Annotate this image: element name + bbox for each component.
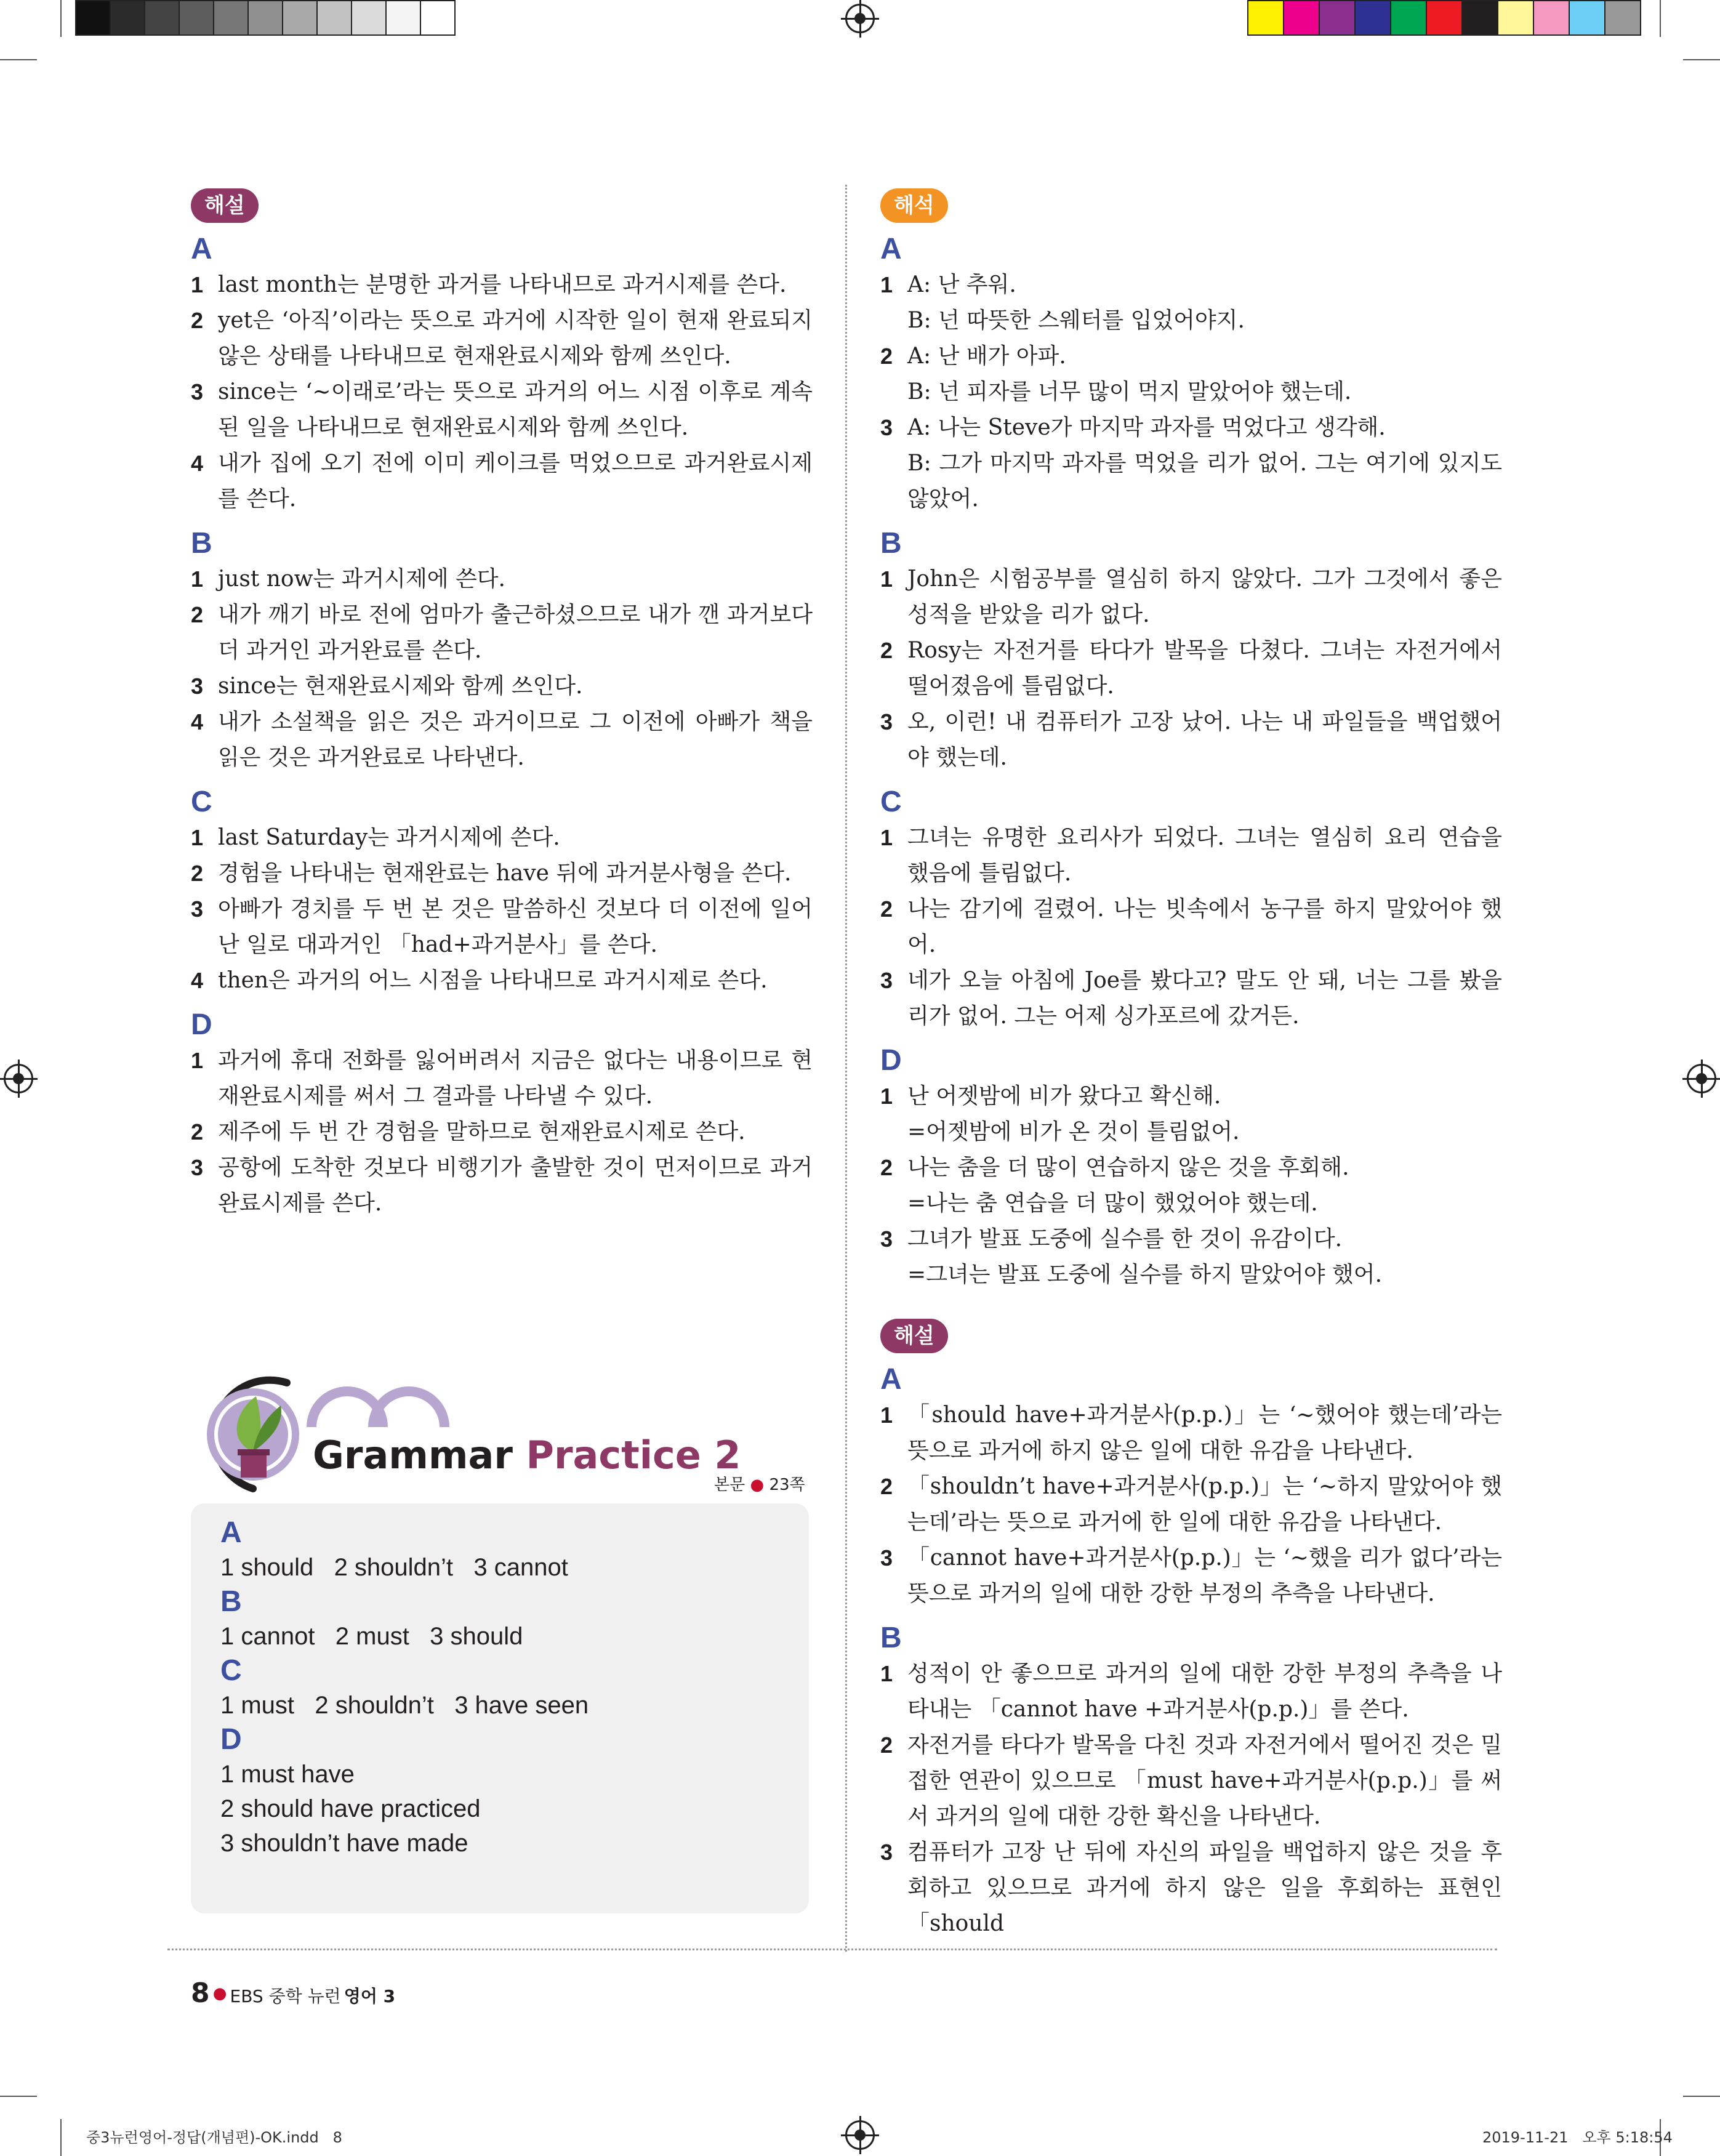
bullet-icon: ● [750,1476,765,1494]
item-number: 2 [191,861,204,886]
book-title-prefix: EBS 중학 뉴런 [230,1986,341,2006]
slug-file-name: 중3뉴런영어-정답(개념편)-OK.indd 8 [86,2129,342,2146]
item-text: 「cannot have+과거분사(p.p.)」는 ‘~했을 리가 없다’라는 뜻으로 과거의 일에 대한 강한 부정의 추측을 나타낸다. [907,1545,1502,1606]
list-item [191,704,813,776]
gray-swatch [420,0,456,36]
item-text: 자전거를 타다가 발목을 다친 것과 자전거에서 떨어진 것은 밀접한 연관이 있으므로 「must have+과거분사(p.p.)」를 써서 과거의 일에 대한 강한 확신을 나타낸다. [907,1732,1502,1829]
item-number: 1 [191,825,204,850]
item-number: 3 [191,674,204,699]
title-practice: Practice 2 [526,1433,741,1478]
crop-mark [1660,0,1661,37]
list-item [880,963,1502,1034]
list-item [191,597,813,669]
list-item [880,1469,1502,1540]
item-number: 3 [191,1155,204,1180]
left-sections [191,231,813,1221]
gray-swatch [144,0,180,36]
section-letter: C [880,786,902,818]
registration-mark-icon [845,2120,875,2150]
item-number: 2 [880,1155,893,1180]
crop-mark [60,0,62,37]
item-text: 경험을 나타내는 현재완료는 have 뒤에 과거분사형을 쓴다. [218,861,792,886]
left-column [191,188,813,1221]
answer-section-letter: A [220,1516,242,1549]
color-swatch [1569,0,1605,36]
gray-swatch [316,0,352,36]
item-text: 과거에 휴대 전화를 잃어버려서 지금은 없다는 내용이므로 현재완료시제를 써서 그 결과를 나타낼 수 있다. [218,1048,813,1109]
item-line: =나는 춤 연습을 더 많이 했었어야 했는데. [907,1191,1318,1216]
list-item [880,1728,1502,1835]
section-letter: B [191,527,212,560]
gray-swatch [110,0,145,36]
page-footer [191,1977,395,2009]
footer-divider [167,1949,1497,1950]
item-number: 1 [880,272,893,297]
item-text: since는 ‘~이래로’라는 뜻으로 과거의 어느 시점 이후로 계속된 일을 나타내므로 현재완료시제와 함께 쓰인다. [218,379,813,440]
crop-mark [0,59,37,60]
item-number: 3 [191,896,204,922]
item-line: B: 그가 마지막 과자를 먹었을 리가 없어. 그는 여기에 있지도 않았어. [907,451,1502,512]
item-number: 1 [191,566,204,592]
explanation-label: 해설 [880,1319,948,1353]
item-text: last Saturday는 과거시제에 쓴다. [218,825,560,850]
item-text: just now는 과거시제에 쓴다. [218,566,505,592]
item-number: 2 [191,308,204,333]
item-number: 1 [880,825,893,850]
list-item [191,1150,813,1221]
item-number: 1 [880,1661,893,1686]
item-line: A: 나는 Steve가 마지막 과자를 먹었다고 생각해. [907,415,1386,440]
item-number: 3 [880,709,893,734]
color-swatch [1461,0,1498,36]
list-item [191,856,813,891]
item-text: 컴퓨터가 고장 난 뒤에 자신의 파일을 백업하지 않은 것을 후회하고 있으므로 과거에 하지 않은 일을 후회하는 표현인 「should [907,1840,1502,1936]
list-item [880,1150,1502,1221]
color-swatch [1390,0,1427,36]
page-number: 8 [191,1977,210,2009]
answer-line: 3 shouldn’t have made [220,1830,468,1857]
item-number: 2 [191,1119,204,1144]
item-number: 1 [191,1048,204,1073]
section-letter: A [880,233,902,265]
page-reference-value: 23쪽 [769,1476,805,1494]
list-item [880,339,1502,410]
item-line: =어젯밤에 비가 온 것이 틀림없어. [907,1119,1240,1144]
list-item [880,1079,1502,1150]
section-letter: B [880,527,902,560]
item-line: =그녀는 발표 도중에 실수를 하지 말았어야 했어. [907,1262,1383,1287]
slug-datetime: 2019-11-21 오후 5:18:54 [1482,2129,1673,2146]
translation-label: 해석 [880,188,948,223]
item-number: 1 [191,272,204,297]
color-swatch [1426,0,1463,36]
registration-mark-icon [1687,1064,1716,1093]
item-text: 성적이 안 좋으므로 과거의 일에 대한 강한 부정의 추측을 나타내는 「cannot have +과거분사(p.p.)」를 쓴다. [907,1661,1502,1722]
item-line: B: 넌 따뜻한 스웨터를 입었어야지. [907,308,1245,333]
list-item [880,1398,1502,1469]
list-item [191,1043,813,1114]
item-line: 나는 감기에 걸렸어. 나는 빗속에서 농구를 하지 말았어야 했어. [907,896,1502,957]
item-number: 2 [880,638,893,663]
item-text: 제주에 두 번 간 경험을 말하므로 현재완료시제로 쓴다. [218,1119,745,1144]
gray-swatch [351,0,387,36]
item-number: 2 [880,1474,893,1499]
item-line: 나는 춤을 더 많이 연습하지 않은 것을 후회해. [907,1155,1349,1180]
item-number: 2 [880,896,893,922]
color-swatch [1319,0,1356,36]
item-text: since는 현재완료시제와 함께 쓰인다. [218,674,583,699]
list-item [880,1540,1502,1612]
gray-swatch [213,0,249,36]
list-item [191,669,813,704]
answer-line: 1 cannot 2 must 3 should [220,1623,523,1650]
item-number: 1 [880,1084,893,1109]
list-item [191,820,813,856]
item-line: 네가 오늘 아침에 Joe를 봤다고? 말도 안 돼, 너는 그를 봤을 리가 없어. 그는 어제 싱가포르에 갔거든. [907,968,1502,1029]
item-number: 2 [880,1732,893,1758]
item-number: 4 [191,968,204,993]
answer-box-content [220,1516,787,1860]
item-line: A: 난 추워. [907,272,1016,297]
item-text: 아빠가 경치를 두 번 본 것은 말씀하신 것보다 더 이전에 일어난 일로 대과거인 「had+과거분사」를 쓴다. [218,896,813,957]
item-text: last month는 분명한 과거를 나타내므로 과거시제를 쓴다. [218,272,787,297]
item-line: A: 난 배가 아파. [907,344,1066,369]
item-number: 1 [880,1402,893,1428]
page-reference-label: 본문 [714,1476,745,1494]
gray-swatch [179,0,214,36]
translation-sections [880,231,1502,1293]
item-line: John은 시험공부를 열심히 하지 않았다. 그가 그것에서 좋은 성적을 받았을 리가 없다. [907,566,1502,627]
list-item [880,410,1502,517]
answer-section-letter: C [220,1654,242,1687]
answer-line: 1 must 2 shouldn’t 3 have seen [220,1692,589,1719]
explanation-label: 해설 [191,188,259,223]
crop-mark [1683,2096,1720,2097]
list-item [191,374,813,446]
explanation-sections [880,1362,1502,1942]
bullet-icon: ● [212,1984,227,2003]
item-line: 오, 이런! 내 컴퓨터가 고장 났어. 나는 내 파일들을 백업했어야 했는데. [907,709,1502,770]
answer-line: 1 should 2 shouldn’t 3 cannot [220,1554,568,1581]
item-number: 3 [191,379,204,404]
book-title-subject: 영어 3 [344,1986,396,2006]
item-number: 2 [880,344,893,369]
answer-box [191,1503,809,1913]
item-text: 내가 집에 오기 전에 이미 케이크를 먹었으므로 과거완료시제를 쓴다. [218,451,813,512]
gray-swatch [75,0,111,36]
gray-swatch [282,0,318,36]
crop-mark [1683,59,1720,60]
gray-swatch [385,0,421,36]
list-item [880,1835,1502,1942]
item-number: 3 [880,1840,893,1865]
item-text: 내가 깨기 바로 전에 엄마가 출근하셨으므로 내가 깬 과거보다 더 과거인 과거완료를 쓴다. [218,602,813,663]
list-item [880,704,1502,776]
grammar-practice-title [313,1432,741,1479]
list-item [191,1114,813,1150]
answer-section-letter: B [220,1585,242,1618]
page-reference [714,1475,805,1495]
section-letter: B [880,1622,902,1654]
item-text: yet은 ‘아직’이라는 뜻으로 과거에 시작한 일이 현재 완료되지 않은 상태를 나타내므로 현재완료시제와 함께 쓰인다. [218,308,813,369]
column-divider [845,185,847,1952]
item-line: B: 넌 피자를 너무 많이 먹지 말았어야 했는데. [907,379,1352,404]
list-item [191,891,813,963]
item-line: 그녀가 발표 도중에 실수를 한 것이 유감이다. [907,1226,1343,1252]
answer-line: 2 should have practiced [220,1795,481,1822]
item-number: 4 [191,451,204,476]
item-text: then은 과거의 어느 시점을 나타내므로 과거시제로 쓴다. [218,968,768,993]
color-swatch [1247,0,1284,36]
list-item [880,267,1502,339]
section-letter: D [880,1044,902,1077]
crop-mark [60,2119,62,2156]
item-number: 3 [880,415,893,440]
list-item [880,561,1502,633]
item-number: 2 [191,602,204,627]
item-number: 3 [880,1545,893,1571]
list-item [191,963,813,999]
item-number: 3 [880,968,893,993]
item-number: 1 [880,566,893,592]
right-column-translation [880,188,1502,1293]
list-item [191,303,813,374]
list-item [880,891,1502,963]
color-swatch [1604,0,1641,36]
answer-section-letter: D [220,1723,242,1756]
section-letter: C [191,786,212,818]
item-line: 그녀는 유명한 요리사가 되었다. 그녀는 열심히 요리 연습을 했음에 틀림없다. [907,825,1502,886]
list-item [880,633,1502,704]
list-item [880,1221,1502,1293]
color-swatch [1354,0,1391,36]
crop-mark [0,2096,37,2097]
item-text: 내가 소설책을 읽은 것은 과거이므로 그 이전에 아빠가 책을 읽은 것은 과거완료로 나타낸다. [218,709,813,770]
list-item [880,1656,1502,1728]
list-item [880,820,1502,891]
list-item [191,561,813,597]
color-swatch [1497,0,1534,36]
gray-swatch [247,0,283,36]
registration-mark-icon [845,4,875,33]
item-number: 4 [191,709,204,734]
registration-mark-icon [4,1064,33,1093]
right-column-explanation [880,1319,1502,1942]
title-grammar: Grammar [313,1433,513,1478]
list-item [191,267,813,303]
item-text: 「should have+과거분사(p.p.)」는 ‘~했어야 했는데’라는 뜻으로 과거에 하지 않은 일에 대한 유감을 나타낸다. [907,1402,1502,1463]
item-text: 공항에 도착한 것보다 비행기가 출발한 것이 먼저이므로 과거완료시제를 쓴다. [218,1155,813,1216]
section-letter: D [191,1008,212,1041]
color-swatch [1283,0,1320,36]
item-text: 「shouldn’t have+과거분사(p.p.)」는 ‘~하지 말았어야 했는데’라는 뜻으로 과거에 한 일에 대한 유감을 나타낸다. [907,1474,1502,1535]
section-letter: A [191,233,212,265]
list-item [191,446,813,517]
item-number: 3 [880,1226,893,1252]
item-line: Rosy는 자전거를 타다가 발목을 다쳤다. 그녀는 자전거에서 떨어졌음에 틀림없다. [907,638,1502,699]
color-swatch [1533,0,1570,36]
section-letter: A [880,1363,902,1396]
item-line: 난 어젯밤에 비가 왔다고 확신해. [907,1084,1221,1109]
answer-line: 1 must have [220,1761,355,1788]
